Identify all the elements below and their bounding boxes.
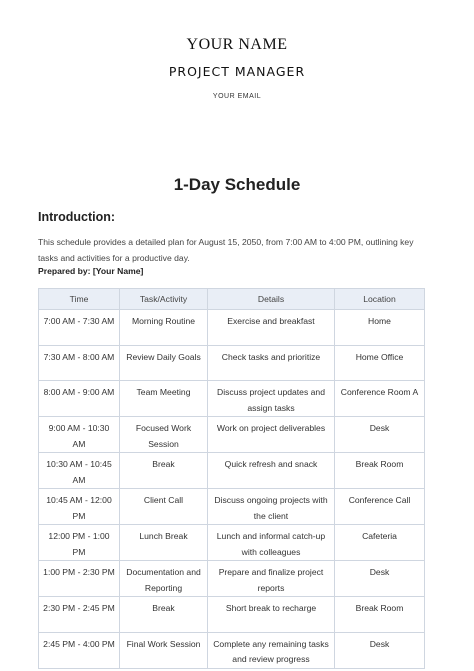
cell-time: 2:30 PM - 2:45 PM (39, 597, 120, 633)
cell-time: 1:00 PM - 2:30 PM (39, 561, 120, 597)
cell-location: Conference Call (335, 489, 425, 525)
intro-text: This schedule provides a detailed plan for August 15, 2050, from 7:00 AM to 4:00 PM, outlining key tasks and activities for a productive day. (38, 237, 414, 263)
table-row (39, 561, 425, 597)
cell-time: 2:45 PM - 4:00 PM (39, 632, 120, 668)
cell-time: 10:45 AM - 12:00 PM (39, 489, 120, 525)
cell-location: Conference Room A (335, 381, 425, 417)
author-email: YOUR EMAIL (212, 93, 262, 100)
cell-task: Break (120, 453, 208, 489)
cell-time: 10:30 AM - 10:45 AM (39, 453, 120, 489)
column-header: Task/Activity (120, 289, 208, 310)
cell-details: Short break to recharge (208, 597, 335, 633)
table-row (39, 597, 425, 633)
table-row (39, 417, 425, 453)
cell-time: 12:00 PM - 1:00 PM (39, 525, 120, 561)
cell-task: Break (120, 597, 208, 633)
table-row (39, 310, 425, 346)
document-title: 1-Day Schedule (173, 175, 301, 194)
column-header: Time (39, 289, 120, 310)
cell-location: Home (335, 310, 425, 346)
cell-location: Desk (335, 561, 425, 597)
cell-location: Home Office (335, 345, 425, 381)
cell-location: Break Room (335, 453, 425, 489)
schedule-body (39, 310, 425, 669)
cell-details: Discuss ongoing projects with the client (208, 489, 335, 525)
cell-location: Cafeteria (335, 525, 425, 561)
table-header-row (39, 289, 425, 310)
cell-details: Quick refresh and snack (208, 453, 335, 489)
cell-task: Team Meeting (120, 381, 208, 417)
cell-details: Prepare and finalize project reports (208, 561, 335, 597)
schedule-table (38, 288, 425, 669)
cell-time: 9:00 AM - 10:30 AM (39, 417, 120, 453)
cell-details: Discuss project updates and assign tasks (208, 381, 335, 417)
cell-time: 7:00 AM - 7:30 AM (39, 310, 120, 346)
cell-details: Complete any remaining tasks and review progress (208, 632, 335, 668)
cell-location: Desk (335, 632, 425, 668)
table-row (39, 381, 425, 417)
cell-task: Documentation and Reporting (120, 561, 208, 597)
cell-task: Review Daily Goals (120, 345, 208, 381)
cell-time: 8:00 AM - 9:00 AM (39, 381, 120, 417)
author-role: PROJECT MANAGER (168, 64, 306, 79)
column-header: Details (208, 289, 335, 310)
intro-heading: Introduction: (38, 210, 116, 224)
table-row (39, 345, 425, 381)
cell-details: Lunch and informal catch-up with colleagues (208, 525, 335, 561)
cell-details: Work on project deliverables (208, 417, 335, 453)
prepared-by: Prepared by: [Your Name] (38, 266, 144, 276)
cell-task: Lunch Break (120, 525, 208, 561)
cell-task: Focused Work Session (120, 417, 208, 453)
cell-task: Final Work Session (120, 632, 208, 668)
cell-details: Check tasks and prioritize (208, 345, 335, 381)
table-row (39, 453, 425, 489)
table-row (39, 632, 425, 668)
author-name: YOUR NAME (186, 36, 288, 53)
cell-details: Exercise and breakfast (208, 310, 335, 346)
table-row (39, 489, 425, 525)
cell-time: 7:30 AM - 8:00 AM (39, 345, 120, 381)
column-header: Location (335, 289, 425, 310)
cell-location: Desk (335, 417, 425, 453)
cell-location: Break Room (335, 597, 425, 633)
cell-task: Morning Routine (120, 310, 208, 346)
cell-task: Client Call (120, 489, 208, 525)
table-row (39, 525, 425, 561)
